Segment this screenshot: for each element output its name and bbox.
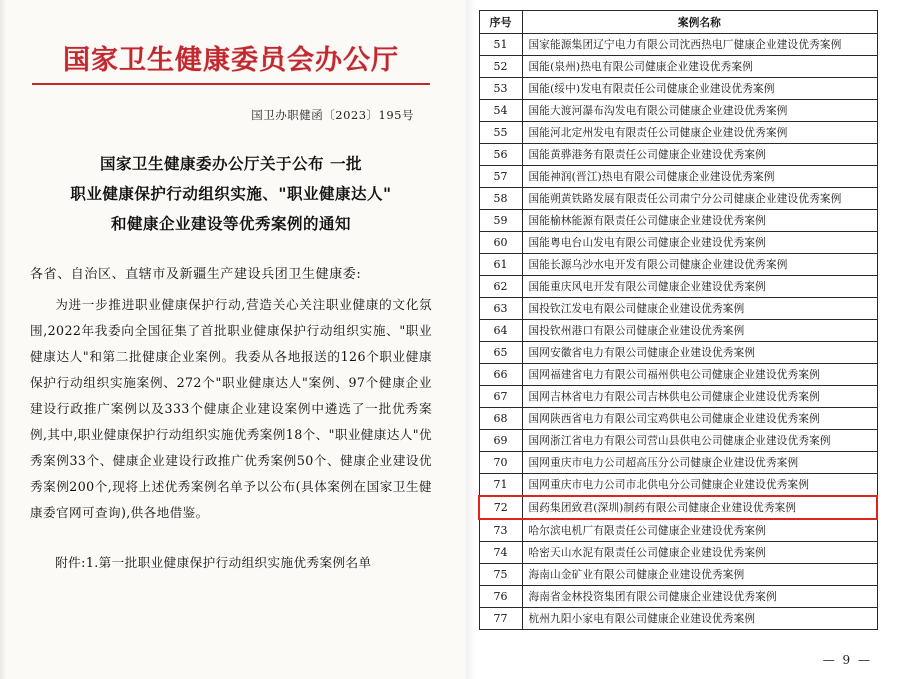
cell-case-name: 国能(绥中)发电有限责任公司健康企业建设优秀案例 <box>522 78 877 100</box>
cell-case-name: 国能河北定州发电有限责任公司健康企业建设优秀案例 <box>522 122 877 144</box>
cell-row-number: 59 <box>479 210 522 232</box>
cell-case-name: 国网重庆市电力公司市北供电分公司健康企业建设优秀案例 <box>522 474 877 497</box>
table-row <box>479 564 877 586</box>
cell-case-name: 国能(泉州)热电有限公司健康企业建设优秀案例 <box>522 56 877 78</box>
cell-case-name: 国网福建省电力有限公司福州供电公司健康企业建设优秀案例 <box>522 364 877 386</box>
cell-row-number: 77 <box>479 608 522 630</box>
cell-row-number: 72 <box>479 496 522 519</box>
cell-row-number: 53 <box>479 78 522 100</box>
table-row <box>479 342 877 364</box>
cell-case-name: 国能黄骅港务有限责任公司健康企业建设优秀案例 <box>522 144 877 166</box>
cell-case-name: 国网吉林省电力有限公司吉林供电公司健康企业建设优秀案例 <box>522 386 877 408</box>
cell-row-number: 51 <box>479 34 522 56</box>
table-row <box>479 144 877 166</box>
table-row <box>479 496 877 519</box>
table-row <box>479 100 877 122</box>
table-row <box>479 364 877 386</box>
cell-case-name: 杭州九阳小家电有限公司健康企业建设优秀案例 <box>522 608 877 630</box>
cell-case-name: 哈尔滨电机厂有限责任公司健康企业建设优秀案例 <box>522 519 877 542</box>
body-paragraph: 为进一步推进职业健康保护行动,营造关心关注职业健康的文化氛围,2022年我委向全国征集了首批职业健康保护行动组织实施、"职业健康达人"和第二批健康企业案例。我委从各地报送的126个职业健康保护行动组织实施案例、272个"职业健康达人"案例、97个健康企业建设行政推广案例以及333个健康企业建设案例中遴选了一批优秀案例,其中,职业健康保护行动组织实施优秀案例18个、"职业健康达人"优秀案例33个、健康企业建设行政推广优秀案例50个、健康企业建设优秀案例200个,现将上述优秀案例名单予以公布(具体案例在国家卫生健康委官网可查询),供各地借鉴。 <box>30 297 432 520</box>
table-row <box>479 188 877 210</box>
table-row <box>479 386 877 408</box>
cell-case-name: 哈密天山水泥有限责任公司健康企业建设优秀案例 <box>522 542 877 564</box>
cell-row-number: 76 <box>479 586 522 608</box>
table-row <box>479 452 877 474</box>
table-row <box>479 232 877 254</box>
table-row <box>479 166 877 188</box>
cell-row-number: 61 <box>479 254 522 276</box>
table-row <box>479 298 877 320</box>
table-row <box>479 542 877 564</box>
cell-case-name: 国能神润(晋江)热电有限公司健康企业建设优秀案例 <box>522 166 877 188</box>
cell-case-name: 国投钦江发电有限公司健康企业建设优秀案例 <box>522 298 877 320</box>
table-row <box>479 78 877 100</box>
cell-row-number: 54 <box>479 100 522 122</box>
table-row <box>479 586 877 608</box>
cell-row-number: 56 <box>479 144 522 166</box>
cell-case-name: 国能榆林能源有限责任公司健康企业建设优秀案例 <box>522 210 877 232</box>
cell-row-number: 66 <box>479 364 522 386</box>
cell-row-number: 69 <box>479 430 522 452</box>
cell-row-number: 58 <box>479 188 522 210</box>
table-row <box>479 254 877 276</box>
cell-case-name: 国药集团致君(深圳)制药有限公司健康企业建设优秀案例 <box>522 496 877 519</box>
cell-row-number: 52 <box>479 56 522 78</box>
cell-case-name: 国网安徽省电力有限公司健康企业建设优秀案例 <box>522 342 877 364</box>
table-row <box>479 519 877 542</box>
column-header-no: 序号 <box>479 11 522 34</box>
table-row <box>479 122 877 144</box>
table-body <box>479 34 877 630</box>
cell-case-name: 国能长源乌沙水电开发有限公司健康企业建设优秀案例 <box>522 254 877 276</box>
cell-row-number: 64 <box>479 320 522 342</box>
cell-case-name: 国网陕西省电力有限公司宝鸡供电公司健康企业建设优秀案例 <box>522 408 877 430</box>
title-line-2: 职业健康保护行动组织实施、"职业健康达人" <box>70 184 392 203</box>
cell-row-number: 63 <box>479 298 522 320</box>
table-row <box>479 34 877 56</box>
table-row <box>479 408 877 430</box>
document-title <box>30 149 432 239</box>
cell-case-name: 国能朔黄铁路发展有限责任公司肃宁分公司健康企业建设优秀案例 <box>522 188 877 210</box>
cell-row-number: 68 <box>479 408 522 430</box>
cell-case-name: 国能大渡河瀑布沟发电有限公司健康企业建设优秀案例 <box>522 100 877 122</box>
issuing-organization: 国家卫生健康委员会办公厅 <box>63 45 399 76</box>
table-row <box>479 320 877 342</box>
cell-case-name: 国网浙江省电力有限公司营山县供电公司健康企业建设优秀案例 <box>522 430 877 452</box>
column-header-case-name: 案例名称 <box>522 11 877 34</box>
table-header-row <box>479 11 877 34</box>
title-line-3: 和健康企业建设等优秀案例的通知 <box>110 214 351 233</box>
table-row <box>479 276 877 298</box>
cell-row-number: 55 <box>479 122 522 144</box>
attachment-line: 附件:1.第一批职业健康保护行动组织实施优秀案例名单 <box>55 555 372 570</box>
cell-row-number: 67 <box>479 386 522 408</box>
case-list-page <box>466 0 906 679</box>
cell-case-name: 海南山金矿业有限公司健康企业建设优秀案例 <box>522 564 877 586</box>
cell-row-number: 57 <box>479 166 522 188</box>
cell-case-name: 国投钦州港口有限公司健康企业建设优秀案例 <box>522 320 877 342</box>
cell-case-name: 海南省金林投资集团有限公司健康企业建设优秀案例 <box>522 586 877 608</box>
cell-row-number: 74 <box>479 542 522 564</box>
cell-case-name: 国网重庆市电力公司超高压分公司健康企业建设优秀案例 <box>522 452 877 474</box>
cell-row-number: 65 <box>479 342 522 364</box>
cell-case-name: 国能重庆风电开发有限公司健康企业建设优秀案例 <box>522 276 877 298</box>
table-row <box>479 430 877 452</box>
cell-case-name: 国家能源集团辽宁电力有限公司沈西热电厂健康企业建设优秀案例 <box>522 34 877 56</box>
header-divider <box>32 83 430 85</box>
body-text <box>30 292 432 526</box>
title-line-1: 国家卫生健康委办公厅关于公布 一批 <box>100 154 362 173</box>
page-number: — 9 — <box>822 653 872 667</box>
table-row <box>479 210 877 232</box>
table-row <box>479 474 877 497</box>
cell-row-number: 70 <box>479 452 522 474</box>
salutation: 各省、自治区、直辖市及新疆生产建设兵团卫生健康委: <box>30 267 362 282</box>
cell-row-number: 60 <box>479 232 522 254</box>
table-row <box>479 608 877 630</box>
table-row <box>479 56 877 78</box>
cell-row-number: 62 <box>479 276 522 298</box>
cell-row-number: 73 <box>479 519 522 542</box>
cell-row-number: 75 <box>479 564 522 586</box>
cell-case-name: 国能粤电台山发电有限公司健康企业建设优秀案例 <box>522 232 877 254</box>
case-table <box>478 10 878 630</box>
cell-row-number: 71 <box>479 474 522 497</box>
document-number: 国卫办职健函〔2023〕195号 <box>251 108 414 122</box>
